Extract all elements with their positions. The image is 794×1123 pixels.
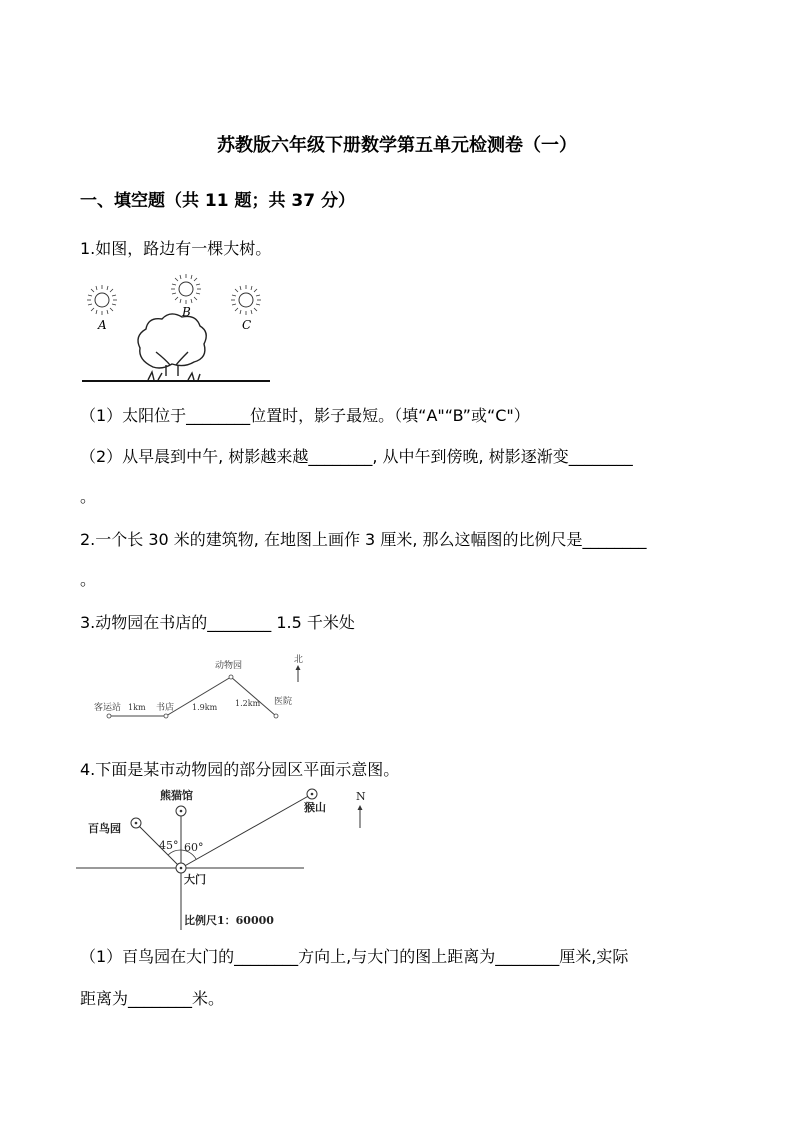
question-2-end: 。: [80, 570, 97, 589]
birds-marker-icon: [131, 818, 141, 828]
label-c: C: [242, 318, 252, 332]
birds-label: 百鸟园: [88, 822, 121, 835]
question-1-sub-2-end: 。: [80, 487, 97, 506]
panda-marker-icon: [176, 806, 186, 816]
monkey-label: 猴山: [304, 801, 326, 814]
route-map-figure: [86, 650, 316, 724]
question-3-stem: 3.动物园在书店的________ 1.5 千米处: [80, 613, 355, 632]
question-1-stem: 1.如图，路边有一棵大树。: [80, 239, 272, 258]
question-2: 2.一个长 30 米的建筑物, 在地图上画作 3 厘米, 那么这幅图的比例尺是________: [80, 530, 647, 549]
panda-label: 熊猫馆: [160, 789, 193, 802]
label-b: B: [182, 305, 191, 319]
distance-3: 1.2km: [235, 699, 261, 708]
north-label: 北: [294, 655, 304, 665]
north-n-label: N: [356, 790, 366, 803]
bookstore-label: 书店: [156, 703, 175, 713]
gate-marker-icon: [176, 863, 186, 873]
hospital-point: [274, 714, 278, 718]
station-point: [107, 714, 111, 718]
bookstore-point: [164, 714, 168, 718]
question-4-sub-1: （1）百鸟园在大门的________方向上,与大门的图上距离为________厘米,实际: [80, 947, 629, 966]
scale-label: 比例尺1：60000: [184, 914, 274, 927]
sun-icon-b: [171, 274, 201, 304]
zoo-point: [229, 675, 233, 679]
north-arrow-icon: [358, 805, 363, 828]
distance-2: 1.9km: [192, 703, 218, 712]
station-label: 客运站: [94, 703, 122, 713]
monkey-marker-icon: [307, 789, 317, 799]
tree-sun-figure: [78, 272, 278, 388]
zoo-map-figure: [74, 784, 384, 930]
distance-1: 1km: [128, 703, 146, 712]
north-arrow-icon: [296, 665, 301, 682]
sun-icon-c: [231, 285, 261, 315]
question-1-sub-1: （1）太阳位于________位置时，影子最短。（填“A"“B”或“C"）: [80, 406, 530, 425]
gate-label: 大门: [184, 873, 206, 886]
tree-icon: [138, 314, 206, 380]
question-4-stem: 4.下面是某市动物园的部分园区平面示意图。: [80, 760, 400, 779]
label-a: A: [98, 318, 107, 332]
question-1-sub-2: （2）从早晨到中午, 树影越来越________, 从中午到傍晚, 树影逐渐变________: [80, 447, 633, 466]
section-heading: 一、填空题（共 11 题；共 37 分）: [80, 191, 355, 211]
angle-60-label: 60°: [184, 841, 204, 854]
sun-icon-a: [87, 285, 117, 315]
page-title: 苏教版六年级下册数学第五单元检测卷（一）: [217, 135, 577, 156]
hospital-label: 医院: [274, 697, 293, 707]
zoo-label: 动物园: [215, 661, 243, 671]
angle-45-label: 45°: [159, 839, 179, 852]
question-4-sub-1-end: 距离为________米。: [80, 989, 225, 1008]
